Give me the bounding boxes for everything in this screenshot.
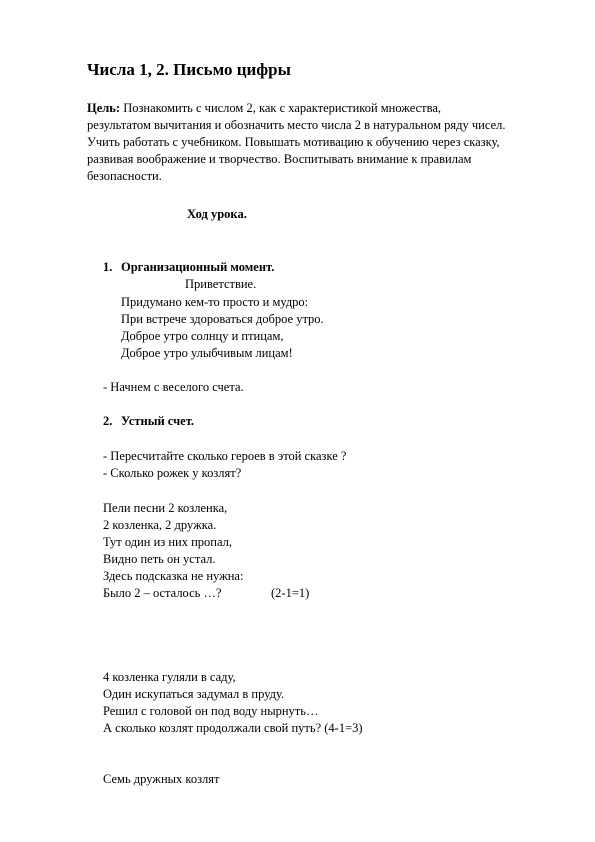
poem3-line: Решил с головой он под воду нырнуть…	[103, 704, 319, 718]
question-line: - Пересчитайте сколько героев в этой сказке ?	[103, 449, 347, 463]
goal-line: безопасности.	[87, 169, 162, 183]
poem3-line: А сколько козлят продолжали свой путь? (4-1=3)	[103, 721, 363, 735]
poem2-line: 2 козленка, 2 дружка.	[103, 518, 217, 532]
goal-line: Познакомить с числом 2, как с характеристикой множества,	[120, 101, 442, 115]
section-2-number: 2.	[103, 414, 113, 428]
poem2-line: Пели песни 2 козленка,	[103, 501, 228, 515]
question-line: - Сколько рожек у козлят?	[103, 466, 242, 480]
goal-line: развивая воображение и творчество. Воспитывать внимание к правилам	[87, 152, 472, 166]
lesson-heading: Ход урока.	[187, 207, 247, 221]
greeting-label: Приветствие.	[185, 277, 257, 291]
poem-line: Придумано кем-то просто и мудро:	[121, 295, 309, 309]
poem2-line: Видно петь он устал.	[103, 552, 216, 566]
section-2-heading: Устный счет.	[121, 414, 195, 428]
goal-line: Учить работать с учебником. Повышать мотивацию к обучению через сказку,	[87, 135, 500, 149]
goal-line: результатом вычитания и обозначить место числа 2 в натуральном ряду чисел.	[87, 118, 506, 132]
poem3-line: Один искупаться задумал в пруду.	[103, 687, 285, 701]
count-line: - Начнем с веселого счета.	[103, 380, 244, 394]
last-line: Семь дружных козлят	[103, 772, 220, 786]
goal-paragraph	[87, 100, 557, 185]
poem2-line: Здесь подсказка не нужна:	[103, 569, 244, 583]
poem2-answer: (2-1=1)	[271, 586, 310, 600]
section-1-heading: Организационный момент.	[121, 260, 275, 274]
section-1-number: 1.	[103, 260, 113, 274]
poem-line: Доброе утро улыбчивым лицам!	[121, 346, 293, 360]
poem2-last-line: Было 2 – осталось …?	[103, 586, 222, 600]
document-title: Числа 1, 2. Письмо цифры	[87, 60, 291, 79]
poem-line: При встрече здороваться доброе утро.	[121, 312, 324, 326]
poem2-line: Тут один из них пропал,	[103, 535, 233, 549]
poem3-line: 4 козленка гуляли в саду,	[103, 670, 236, 684]
poem-line: Доброе утро солнцу и птицам,	[121, 329, 284, 343]
goal-label: Цель:	[87, 101, 121, 115]
